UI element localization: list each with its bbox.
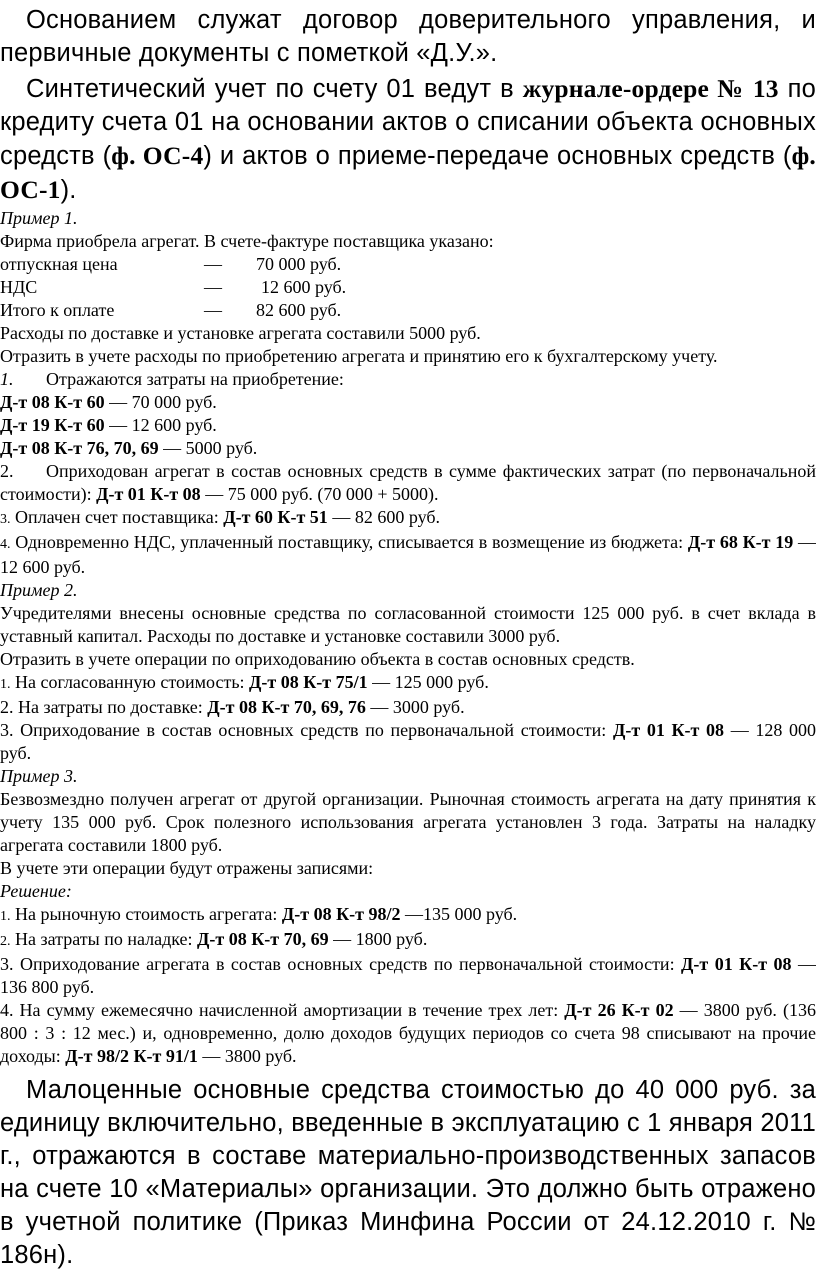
entry-accounts: Д-т 08 К-т 70, 69, 76: [207, 697, 366, 717]
invoice-dash: —: [204, 277, 222, 297]
example-1-step-4: [0, 531, 816, 579]
example-2-step-2: [0, 696, 816, 719]
entry-accounts: Д-т 01 К-т 08: [612, 720, 725, 740]
entry-accounts: Д-т 01 К-т 08: [681, 954, 792, 974]
entry-amount: — 5000 руб.: [158, 438, 258, 458]
entry-amount: — 125 000 руб.: [367, 672, 489, 692]
invoice-label: НДС: [0, 277, 38, 297]
entry-amount: — 12 600 руб.: [104, 415, 217, 435]
step-number: 1.: [0, 677, 11, 692]
step-text: На сумму ежемесячно начисленной амортизации в течение трех лет:: [13, 1000, 565, 1020]
entry-amount: —135 000 руб.: [400, 904, 518, 924]
example-2-step-3: [0, 719, 816, 765]
paragraph-synthetic-accounting: [0, 72, 816, 207]
invoice-row: [0, 299, 816, 322]
example-3-step-3: [0, 953, 816, 999]
entry-line: [0, 391, 816, 414]
step-text: Оприходован агрегат в состав основных средств в сумме фактических затрат (по первоначальной стоимости):: [0, 461, 816, 504]
step-number: 1.: [0, 909, 11, 924]
invoice-label: отпускная цена: [0, 254, 118, 274]
entry-accounts: Д-т 08 К-т 98/2: [281, 904, 401, 924]
form-os1-ref: ф. ОС-1: [0, 141, 816, 204]
step-number: 3.: [0, 954, 14, 974]
step-text: Оплачен счет поставщика:: [10, 507, 224, 527]
example-3-step-1: [0, 903, 816, 928]
entry-amount: — 3800 руб.: [197, 1046, 297, 1066]
paragraph-low-value-assets: Малоценные основные средства стоимостью до 40 000 руб. за единицу включительно, введенные в эксплуатацию с 1 января 2011 г., отражаются в составе материально-производственных запасов на счете 10 «Материалы» организации. Это должно быть отражено в учетной политике (Приказ Минфина России от 24.12.2010 г. № 186н).: [0, 1076, 816, 1269]
text: Синтетический учет по счету 01 ведут в: [26, 75, 523, 103]
example-1-step-3: [0, 506, 816, 531]
entry-amount: — 12 600 руб.: [0, 532, 816, 577]
text: ).: [60, 176, 77, 204]
entry-accounts: Д-т 08 К-т 76, 70, 69: [0, 438, 159, 458]
step-text: На затраты по наладке:: [10, 929, 198, 949]
example-3-step-2: [0, 928, 816, 953]
text: по кредиту счета 01 на основании актов о списании объекта основных средств (: [0, 75, 816, 170]
entry-amount: — 3800 руб. (136 800 : 3 : 12 мес.) и, одновременно, долю доходов будущих периодов со счета 98 списывают на прочие доходы:: [0, 1000, 816, 1066]
entry-accounts: Д-т 08 К-т 60: [0, 392, 105, 412]
example-2-title: Пример 2.: [0, 580, 78, 600]
step-number: 4.: [0, 1000, 14, 1020]
example-1-step-2: [0, 460, 816, 506]
invoice-value: 82 600 руб.: [256, 300, 342, 320]
example-1-title: Пример 1.: [0, 208, 78, 228]
entry-accounts: Д-т 68 К-т 19: [687, 532, 794, 552]
step-text: Оприходование агрегата в состав основных средств по первоначальной стоимости:: [13, 954, 682, 974]
example-2-step-1: [0, 671, 816, 696]
entry-amount: — 75 000 руб. (70 000 + 5000).: [200, 484, 439, 504]
step-number: 2.: [0, 461, 14, 481]
step-number: 2.: [0, 697, 14, 717]
journal-order-ref: журнале-ордере № 13: [522, 74, 779, 103]
step-number: 3.: [0, 512, 11, 527]
step-text: На рыночную стоимость агрегата:: [10, 904, 282, 924]
example-3-step-4: [0, 999, 816, 1068]
step-text: Оприходование в состав основных средств по первоначальной стоимости:: [13, 720, 613, 740]
entry-amount: — 82 600 руб.: [327, 507, 440, 527]
entry-amount: — 1800 руб.: [328, 929, 428, 949]
invoice-dash: —: [204, 254, 222, 274]
example-1-line: Отразить в учете расходы по приобретению агрегата и принятию его к бухгалтерскому учету.: [0, 346, 718, 366]
solution-label: Решение:: [0, 881, 72, 901]
entry-accounts: Д-т 26 К-т 02: [564, 1000, 674, 1020]
entry-amount: — 70 000 руб.: [104, 392, 217, 412]
invoice-row: [0, 276, 816, 299]
step-number: 3.: [0, 720, 14, 740]
entry-amount: — 3000 руб.: [365, 697, 465, 717]
invoice-label: Итого к оплате: [0, 300, 115, 320]
entry-accounts: Д-т 60 К-т 51: [223, 507, 328, 527]
entry-accounts: Д-т 08 К-т 75/1: [249, 672, 368, 692]
step-number: 1.: [0, 369, 14, 389]
entry-amount: — 128 000 руб.: [0, 720, 816, 763]
paragraph-basis: Основанием служат договор доверительного управления, и первичные документы с пометкой «Д.У.».: [0, 6, 816, 67]
entry-line: [0, 414, 816, 437]
invoice-row: [0, 253, 816, 276]
example-3-line: Безвозмездно получен агрегат от другой организации. Рыночная стоимость агрегата на дату принятия к учету 135 000 руб. Срок полезного использования агрегата установлен 3 года. Затраты на наладку агрегата составили 1800 руб.: [0, 789, 816, 855]
invoice-value: 12 600 руб.: [261, 277, 347, 297]
example-1-intro: Фирма приобрела агрегат. В счете-фактуре поставщика указано:: [0, 231, 494, 251]
step-number: 2.: [0, 934, 11, 949]
text: ) и актов о приеме-передаче основных средств (: [203, 142, 792, 170]
step-text: Отражаются затраты на приобретение:: [46, 369, 344, 389]
example-1-step-1: [0, 368, 816, 391]
entry-amount: — 136 800 руб.: [0, 954, 816, 997]
entry-accounts: Д-т 08 К-т 70, 69: [197, 929, 329, 949]
example-2-line: Отразить в учете операции по оприходованию объекта в состав основных средств.: [0, 649, 635, 669]
form-os4-ref: ф. ОС-4: [111, 141, 204, 170]
example-3-line: В учете эти операции будут отражены записями:: [0, 858, 374, 878]
invoice-value: 70 000 руб.: [256, 254, 342, 274]
example-3-title: Пример 3.: [0, 766, 78, 786]
entry-accounts: Д-т 98/2 К-т 91/1: [65, 1046, 198, 1066]
step-text: Одновременно НДС, уплаченный поставщику, списывается в возмещение из бюджета:: [10, 532, 688, 552]
example-2-line: Учредителями внесены основные средства по согласованной стоимости 125 000 руб. в счет вклада в уставный капитал. Расходы по доставке и установке составили 3000 руб.: [0, 603, 816, 646]
entry-accounts: Д-т 01 К-т 08: [96, 484, 201, 504]
step-text: На согласованную стоимость:: [10, 672, 250, 692]
invoice-dash: —: [204, 300, 222, 320]
entry-accounts: Д-т 19 К-т 60: [0, 415, 105, 435]
entry-line: [0, 437, 816, 460]
step-number: 4.: [0, 537, 11, 552]
step-text: На затраты по доставке:: [13, 697, 208, 717]
example-1-line: Расходы по доставке и установке агрегата составили 5000 руб.: [0, 323, 481, 343]
